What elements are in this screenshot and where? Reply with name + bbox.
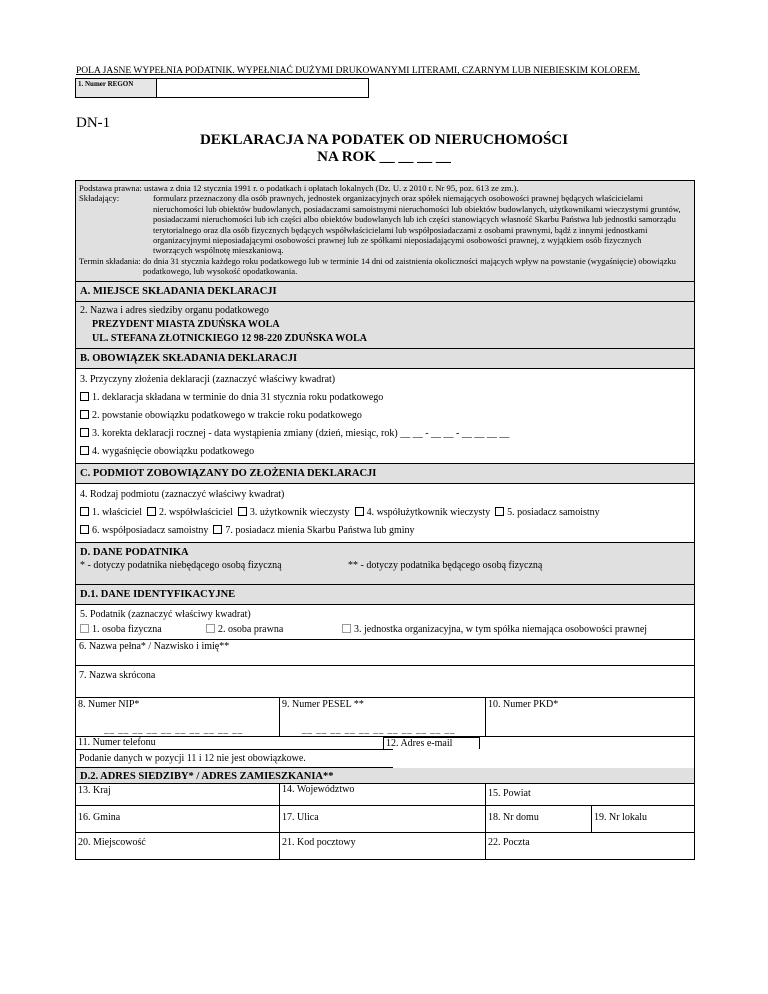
pesel-field[interactable] bbox=[280, 698, 486, 736]
regon-label: 1. Numer REGON bbox=[76, 79, 157, 97]
city-field[interactable] bbox=[76, 833, 280, 859]
optional-note: Podanie danych w pozycji 11 i 12 nie jest obowiązkowe. bbox=[76, 749, 393, 768]
country-field[interactable] bbox=[76, 783, 280, 805]
tax-office-name: PREZYDENT MIASTA ZDUŃSKA WOLA bbox=[92, 318, 280, 330]
checkbox[interactable] bbox=[238, 507, 247, 516]
checkbox[interactable] bbox=[80, 428, 89, 437]
option-label: 3. użytkownik wieczysty bbox=[249, 506, 350, 518]
house-number-field[interactable] bbox=[486, 806, 592, 832]
entity-option-2[interactable] bbox=[147, 507, 233, 518]
checkbox[interactable] bbox=[355, 507, 364, 516]
taxpayer-option-2[interactable] bbox=[206, 622, 342, 637]
post-office-field[interactable] bbox=[486, 833, 694, 859]
phone-label: 11. Numer telefonu bbox=[78, 736, 156, 748]
short-name-label: 7. Nazwa skrócona bbox=[79, 669, 156, 681]
contact-row bbox=[76, 737, 694, 749]
entity-options-row-1 bbox=[80, 504, 690, 522]
section-b-header: B. OBOWIĄZEK SKŁADANIA DEKLARACJI bbox=[76, 349, 694, 369]
municipality-label: 16. Gmina bbox=[78, 811, 121, 823]
address-row-3 bbox=[76, 833, 694, 859]
checkbox[interactable] bbox=[80, 446, 89, 455]
option-label: 2. powstanie obowiązku podatkowego w trakcie roku podatkowego bbox=[92, 409, 362, 421]
deadline-text: do dnia 31 stycznia każdego roku podatkowego lub w terminie 14 dni od zaistnienia okoliczności mających wpływ na powstanie (wygaśnięcie) obowiązku podatkowego, lub wysokość opodatkowania. bbox=[142, 255, 676, 277]
form-title bbox=[76, 132, 692, 166]
entity-type-label: 4. Rodzaj podmiotu (zaznaczyć właściwy kwadrat) bbox=[80, 488, 285, 500]
country-label: 13. Kraj bbox=[78, 784, 111, 796]
street-field[interactable] bbox=[280, 806, 486, 832]
option-label: 2. współwłaściciel bbox=[158, 506, 233, 518]
pkd-field[interactable] bbox=[486, 698, 694, 736]
pesel-blank: __ __ __ __ __ __ __ __ __ __ __ bbox=[302, 724, 456, 735]
contact-row-spacer bbox=[480, 737, 694, 749]
taxpayer-type-label: 5. Podatnik (zaznaczyć właściwy kwadrat) bbox=[80, 608, 251, 620]
entity-option-6[interactable] bbox=[80, 525, 208, 536]
reason-option-1[interactable] bbox=[80, 389, 690, 407]
option-label: 6. współposiadacz samoistny bbox=[92, 524, 209, 536]
option-label: 4. współużytkownik wieczysty bbox=[366, 506, 491, 518]
option-label: 1. właściciel bbox=[92, 506, 142, 518]
checkbox[interactable] bbox=[147, 507, 156, 516]
address-row-2 bbox=[76, 806, 694, 833]
full-name-label: 6. Nazwa pełna* / Nazwisko i imię** bbox=[79, 640, 230, 652]
deadline-label: Termin składania: bbox=[79, 255, 141, 266]
entity-option-7[interactable] bbox=[213, 525, 414, 536]
house-number-label: 18. Nr domu bbox=[488, 811, 539, 823]
section-d2-header: D.2. ADRES SIEDZIBY* / ADRES ZAMIESZKANIA** bbox=[76, 768, 694, 784]
checkbox[interactable] bbox=[80, 624, 89, 633]
section-c-body bbox=[76, 484, 694, 543]
title-line-2: NA ROK __ __ __ __ bbox=[317, 149, 451, 165]
voivodeship-label: 14. Województwo bbox=[282, 783, 355, 795]
section-d-notes bbox=[80, 559, 690, 572]
basis-text: ustawa z dnia 12 stycznia 1991 r. o podatkach i opłatach lokalnych (Dz. U. z 2010 r. Nr 95, poz. 613 ze zm.). bbox=[143, 183, 519, 193]
pkd-label: 10. Numer PKD* bbox=[488, 698, 559, 710]
county-label: 15. Powiat bbox=[488, 787, 531, 799]
reason-option-4[interactable] bbox=[80, 443, 690, 461]
note-non-natural: * - dotyczy podatnika niebędącego osobą fizyczną bbox=[80, 559, 282, 571]
taxpayer-option-1[interactable] bbox=[80, 622, 206, 637]
option-label: 5. posiadacz samoistny bbox=[507, 506, 600, 518]
post-office-label: 22. Poczta bbox=[488, 836, 530, 848]
postal-code-label: 21. Kod pocztowy bbox=[282, 836, 356, 848]
email-field[interactable] bbox=[384, 737, 480, 749]
full-name-field[interactable] bbox=[76, 640, 694, 666]
taxpayer-option-3[interactable] bbox=[342, 622, 647, 637]
deadline-row bbox=[79, 256, 691, 277]
checkbox[interactable] bbox=[80, 507, 89, 516]
option-label: 3. korekta deklaracji rocznej - data wystąpienia zmiany (dzień, miesiąc, rok) __ __ - __ __ - __ __ __ __ bbox=[92, 427, 510, 439]
entity-option-1[interactable] bbox=[80, 507, 142, 518]
checkbox[interactable] bbox=[80, 410, 89, 419]
address-row-1 bbox=[76, 783, 694, 806]
entity-option-4[interactable] bbox=[355, 507, 491, 518]
taxpayer-type-block bbox=[76, 605, 694, 640]
section-a-header: A. MIEJSCE SKŁADANIA DEKLARACJI bbox=[76, 282, 694, 302]
form-code: DN-1 bbox=[76, 115, 111, 131]
checkbox[interactable] bbox=[495, 507, 504, 516]
email-label: 12. Adres e-mail bbox=[386, 737, 453, 749]
legal-basis-row bbox=[79, 183, 691, 193]
nip-label: 8. Numer NIP* bbox=[78, 698, 140, 710]
regon-input[interactable] bbox=[157, 79, 368, 97]
checkbox[interactable] bbox=[342, 624, 351, 633]
nip-blank: __ __ __ __ __ __ __ __ __ __ bbox=[104, 724, 244, 735]
entity-options-row-2 bbox=[80, 522, 690, 540]
filer-row bbox=[79, 193, 691, 255]
taxpayer-options bbox=[80, 622, 690, 637]
reason-label: 3. Przyczyny złożenia deklaracji (zaznaczyć właściwy kwadrat) bbox=[80, 373, 336, 385]
section-d-header: D. DANE PODATNIKA bbox=[80, 546, 189, 558]
tax-office-label: 2. Nazwa i adres siedziby organu podatkowego bbox=[80, 304, 269, 316]
declaration-form bbox=[75, 180, 695, 860]
option-label: 2. osoba prawna bbox=[218, 623, 284, 635]
voivodeship-field[interactable] bbox=[280, 783, 486, 805]
option-label: 1. deklaracja składana w terminie do dnia 31 stycznia roku podatkowego bbox=[92, 391, 384, 403]
entity-option-5[interactable] bbox=[495, 507, 599, 518]
filer-label: Składający: bbox=[79, 193, 120, 204]
tax-office-address: UL. STEFANA ZŁOTNICKIEGO 12 98-220 ZDUŃSKA WOLA bbox=[92, 332, 367, 344]
filer-text: formularz przeznaczony dla osób prawnych, jednostek organizacyjnych oraz spółek niemających osobowości prawnej będących właścicielami nieruchomości lub obiektów budowlanych, posiadaczami samoistnymi nieruchomości lub obiektów budowlanych, użytkownikami wieczystymi gruntów, posiadaczami nieruchomości lub ich części albo obiektów budowlanych lub ich części stanowiących własność Skarbu Państwa lub jednostki samorządu terytorialnego oraz dla osób fizycznych będących współwłaścicielami lub współposiadaczami z osobami prawnymi, bądź z innymi jednostkami organizacyjnymi nieposiadającymi osobowości prawnej lub ze spółkami nieposiadającymi osobowości prawnej, z wyjątkiem osób fizycznych tworzących wspólnotę mieszkaniową. bbox=[153, 193, 681, 256]
section-d-header-block bbox=[76, 543, 694, 585]
regon-field[interactable] bbox=[75, 78, 369, 98]
option-label: 1. osoba fizyczna bbox=[92, 623, 162, 635]
municipality-field[interactable] bbox=[76, 806, 280, 832]
flat-number-field[interactable] bbox=[592, 806, 694, 832]
section-c-header: C. PODMIOT ZOBOWIĄZANY DO ZŁOŻENIA DEKLARACJI bbox=[76, 464, 694, 484]
note-natural: ** - dotyczy podatnika będącego osobą fizyczną bbox=[348, 559, 543, 571]
pesel-label: 9. Numer PESEL ** bbox=[282, 698, 364, 710]
option-label: 3. jednostka organizacyjna, w tym spółka niemająca osobowości prawnej bbox=[354, 623, 648, 635]
section-b-body bbox=[76, 369, 694, 464]
reason-option-3[interactable] bbox=[80, 425, 690, 443]
short-name-field[interactable] bbox=[76, 666, 694, 698]
street-label: 17. Ulica bbox=[282, 811, 319, 823]
option-label: 4. wygaśnięcie obowiązku podatkowego bbox=[92, 445, 255, 457]
postal-code-field[interactable] bbox=[280, 833, 486, 859]
title-line-1: DEKLARACJA NA PODATEK OD NIERUCHOMOŚCI bbox=[199, 132, 569, 148]
section-d1-header: D.1. DANE IDENTYFIKACYJNE bbox=[76, 585, 694, 605]
option-label: 7. posiadacz mienia Skarbu Państwa lub gminy bbox=[225, 524, 415, 536]
section-a-body bbox=[76, 302, 694, 349]
entity-option-3[interactable] bbox=[238, 507, 350, 518]
checkbox[interactable] bbox=[213, 525, 222, 534]
checkbox[interactable] bbox=[80, 392, 89, 401]
phone-field[interactable] bbox=[76, 737, 384, 749]
flat-number-label: 19. Nr lokalu bbox=[594, 811, 648, 823]
top-instruction: POLA JASNE WYPEŁNIA PODATNIK. WYPEŁNIAĆ DUŻYMI DRUKOWANYMI LITERAMI, CZARNYM LUB NIEBIESKIM KOLOREM. bbox=[76, 66, 640, 76]
nip-field[interactable] bbox=[76, 698, 280, 736]
checkbox[interactable] bbox=[80, 525, 89, 534]
id-numbers-row bbox=[76, 698, 694, 737]
checkbox[interactable] bbox=[206, 624, 215, 633]
city-label: 20. Miejscowość bbox=[78, 836, 146, 848]
reason-option-2[interactable] bbox=[80, 407, 690, 425]
basis-label: Podstawa prawna: bbox=[79, 183, 142, 193]
county-field[interactable] bbox=[486, 783, 694, 805]
legal-basis-block bbox=[76, 181, 694, 282]
